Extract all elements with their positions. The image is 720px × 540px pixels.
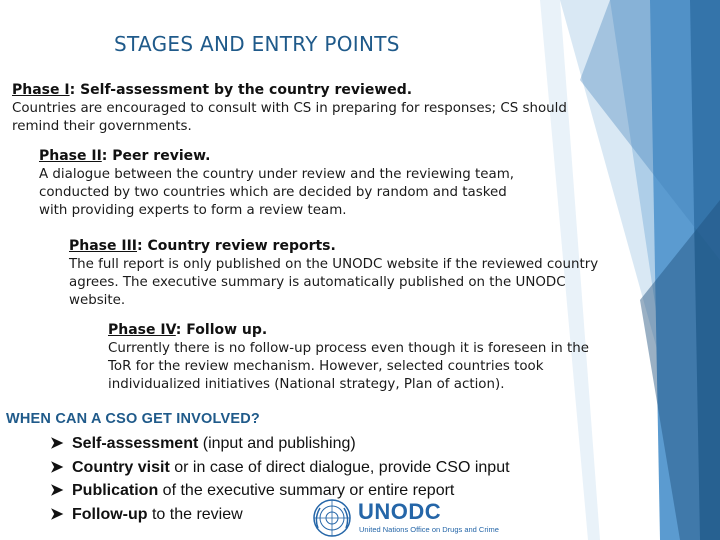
phase-1 [12, 82, 572, 136]
phase-2-name: Peer review [112, 148, 206, 164]
phase-2 [39, 148, 519, 220]
phase-4-heading: Phase IV: Follow up. [108, 322, 268, 338]
list-item-bold: Publication [72, 482, 159, 499]
list-item [50, 432, 510, 456]
phase-2-body: A dialogue between the country under review and the reviewing team, conducted by two countries which are decided by random and tasked with providing experts to form a review team. [39, 167, 515, 218]
arrow-bullet-icon: ➤ [50, 482, 64, 499]
list-item-bold: Follow-up [72, 505, 148, 523]
arrow-bullet-icon: ➤ [50, 435, 64, 452]
cso-heading: WHEN CAN A CSO GET INVOLVED? [6, 411, 260, 427]
phase-1-name: Self-assessment by the country reviewed [80, 82, 407, 98]
phase-1-heading: Phase I: Self-assessment by the country reviewed. [12, 82, 413, 98]
phase-3-name: Country review reports [147, 238, 331, 254]
phase-4-body: Currently there is no follow-up process even though it is foreseen in the ToR for the review mechanism. However, selected countries took individualized initiatives (National strategy, Plan of action). [108, 341, 590, 392]
phase-3-label: Phase III [69, 238, 138, 254]
list-item-text: (input and publishing) [198, 435, 356, 452]
phase-3 [69, 238, 609, 310]
logo-subtitle: United Nations Office on Drugs and Crime [359, 525, 499, 534]
phase-2-label: Phase II [39, 148, 102, 164]
unodc-logo [312, 498, 672, 538]
list-item-bold: Country visit [72, 458, 170, 476]
page-title: STAGES AND ENTRY POINTS [114, 32, 400, 56]
logo-name: UNODC [358, 499, 442, 524]
phase-2-heading: Phase II: Peer review. [39, 148, 211, 164]
phase-3-body: The full report is only published on the UNODC website if the reviewed country agrees. The executive summary is automatically published on the UNODC website. [69, 257, 599, 308]
list-item [50, 456, 510, 480]
phase-4-label: Phase IV [108, 322, 176, 338]
un-emblem-icon [312, 498, 352, 538]
arrow-bullet-icon: ➤ [50, 505, 64, 523]
phase-1-label: Phase I [12, 82, 70, 98]
phase-1-body: Countries are encouraged to consult with CS in preparing for responses; CS should remind their governments. [12, 101, 567, 134]
list-item-bold: Self-assessment [72, 435, 199, 452]
arrow-bullet-icon: ➤ [50, 458, 64, 476]
list-item-text: or in case of direct dialogue, provide CSO input [169, 458, 510, 476]
list-item-text: of the executive summary or entire report [158, 482, 455, 499]
phase-4-name: Follow up [186, 322, 262, 338]
phase-3-heading: Phase III: Country review reports. [69, 238, 336, 254]
phase-4 [108, 322, 608, 394]
list-item-text: to the review [147, 505, 243, 523]
